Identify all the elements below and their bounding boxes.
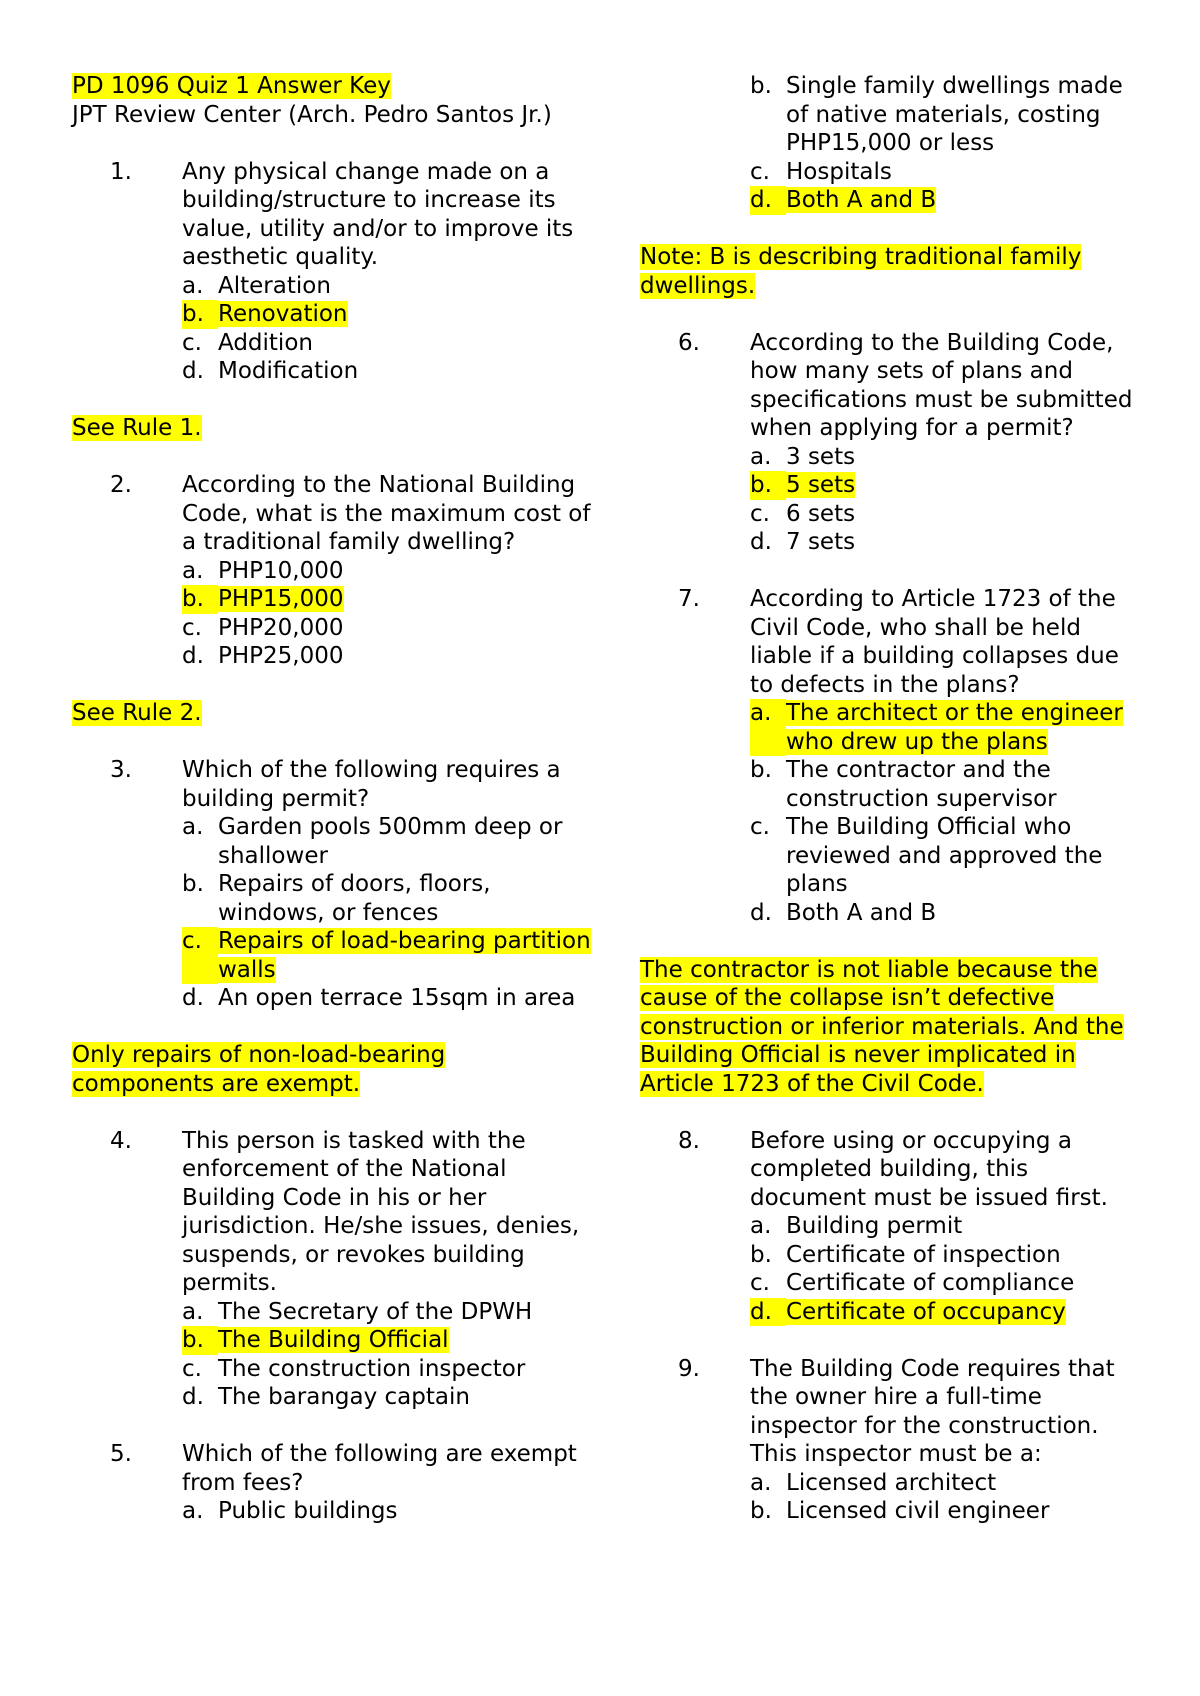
option-c: c. Hospitals bbox=[750, 158, 892, 185]
question-text: According to the Building Code, how many sets of plans and specifications must be submitted when applying for a permit? bbox=[750, 329, 1133, 441]
answer-note: See Rule 1. bbox=[72, 415, 202, 441]
question-number: 4. bbox=[110, 1127, 132, 1154]
option-c: c. The Building Official who reviewed and approved the plans bbox=[750, 814, 1103, 897]
question-number: 6. bbox=[678, 329, 700, 356]
option-d-answer: d. Both A and B bbox=[750, 187, 937, 213]
question-number: 5. bbox=[110, 1441, 132, 1467]
option-a: a. Alteration bbox=[182, 272, 331, 299]
document-title: PD 1096 Quiz 1 Answer Key bbox=[72, 73, 391, 99]
question-text: Which of the following requires a building permit? bbox=[182, 757, 561, 812]
question-text: This person is tasked with the enforcement of the National Building Code in his or her jurisdiction. He/she issues, denies, suspends, or revokes building permits. bbox=[182, 1127, 580, 1296]
option-c: c. PHP20,000 bbox=[182, 614, 344, 641]
option-b: b. Licensed civil engineer bbox=[750, 1498, 1050, 1524]
answer-note: Note: B is describing traditional family dwellings. bbox=[640, 244, 1082, 299]
option-c: c. 6 sets bbox=[750, 500, 856, 527]
option-d: d. Modification bbox=[182, 358, 359, 384]
question-9 bbox=[640, 1355, 1140, 1526]
question-number: 2. bbox=[110, 472, 132, 498]
option-a: a. Licensed architect bbox=[750, 1469, 997, 1496]
question-8 bbox=[640, 1127, 1140, 1327]
option-b: b. Single family dwellings made of native materials, costing PHP15,000 or less bbox=[750, 73, 1123, 156]
question-text: The Building Code requires that the owner hire a full-time inspector for the construction. This inspector must be a: bbox=[750, 1355, 1115, 1467]
option-d: d. Both A and B bbox=[750, 899, 937, 926]
option-a: a. Garden pools 500mm deep or shallower bbox=[182, 814, 563, 869]
option-d: d. PHP25,000 bbox=[182, 643, 344, 669]
option-a: a. The Secretary of the DPWH bbox=[182, 1298, 533, 1325]
question-number: 9. bbox=[678, 1355, 700, 1382]
answer-note: Only repairs of non-load-bearing components are exempt. bbox=[72, 1042, 446, 1097]
option-b-answer: b. Renovation bbox=[182, 301, 348, 327]
question-text: Which of the following are exempt from fees? bbox=[182, 1441, 577, 1496]
option-b-answer: b. The Building Official bbox=[182, 1327, 449, 1353]
option-a: a. 3 sets bbox=[750, 443, 856, 470]
question-number: 3. bbox=[110, 757, 132, 783]
option-a: a. Public buildings bbox=[182, 1498, 398, 1524]
question-text: Any physical change made on a building/structure to increase its value, utility and/or to improve its aesthetic quality. bbox=[182, 158, 574, 270]
question-number: 1. bbox=[110, 158, 132, 185]
question-6 bbox=[640, 329, 1140, 557]
option-c: c. Certificate of compliance bbox=[750, 1270, 1075, 1296]
question-text: According to Article 1723 of the Civil Code, who shall be held liable if a building collapses due to defects in the plans? bbox=[750, 586, 1119, 698]
option-b: b. Repairs of doors, floors, windows, or fences bbox=[182, 871, 491, 926]
option-b: b. Certificate of inspection bbox=[750, 1241, 1061, 1268]
option-d: d. The barangay captain bbox=[182, 1384, 470, 1410]
question-5 bbox=[72, 1440, 592, 1526]
right-column bbox=[640, 72, 1140, 1526]
question-number: 8. bbox=[678, 1127, 700, 1154]
question-1 bbox=[72, 158, 592, 386]
left-column bbox=[72, 72, 592, 1526]
question-7 bbox=[640, 585, 1140, 927]
question-5-continued bbox=[640, 72, 1140, 215]
option-a: a. Building permit bbox=[750, 1213, 963, 1239]
option-d: d. An open terrace 15sqm in area bbox=[182, 985, 576, 1011]
document-subtitle: JPT Review Center (Arch. Pedro Santos Jr.) bbox=[72, 101, 552, 128]
answer-note: See Rule 2. bbox=[72, 700, 202, 726]
question-4 bbox=[72, 1127, 592, 1412]
option-d-answer: d. Certificate of occupancy bbox=[750, 1298, 1066, 1325]
question-text: According to the National Building Code, what is the maximum cost of a traditional family dwelling? bbox=[182, 472, 591, 555]
option-c: c. Addition bbox=[182, 329, 313, 356]
question-2 bbox=[72, 471, 592, 671]
option-c-answer: c. Repairs of load-bearing partition walls bbox=[182, 928, 591, 983]
question-3 bbox=[72, 756, 592, 1013]
option-d: d. 7 sets bbox=[750, 529, 856, 555]
option-c: c. The construction inspector bbox=[182, 1355, 526, 1382]
question-text: Before using or occupying a completed building, this document must be issued first. bbox=[750, 1127, 1108, 1211]
option-a-answer: a. The architect or the engineer who drew up the plans bbox=[750, 700, 1123, 755]
option-b: b. The contractor and the construction supervisor bbox=[750, 757, 1057, 812]
question-number: 7. bbox=[678, 586, 700, 612]
option-b-answer: b. PHP15,000 bbox=[182, 586, 344, 612]
option-b-answer: b. 5 sets bbox=[750, 472, 856, 498]
answer-note: The contractor is not liable because the cause of the collapse isn’t defective construction or inferior materials. And the Building Official is never implicated in Article 1723 of the Civil Code. bbox=[640, 956, 1124, 1097]
option-a: a. PHP10,000 bbox=[182, 557, 344, 584]
